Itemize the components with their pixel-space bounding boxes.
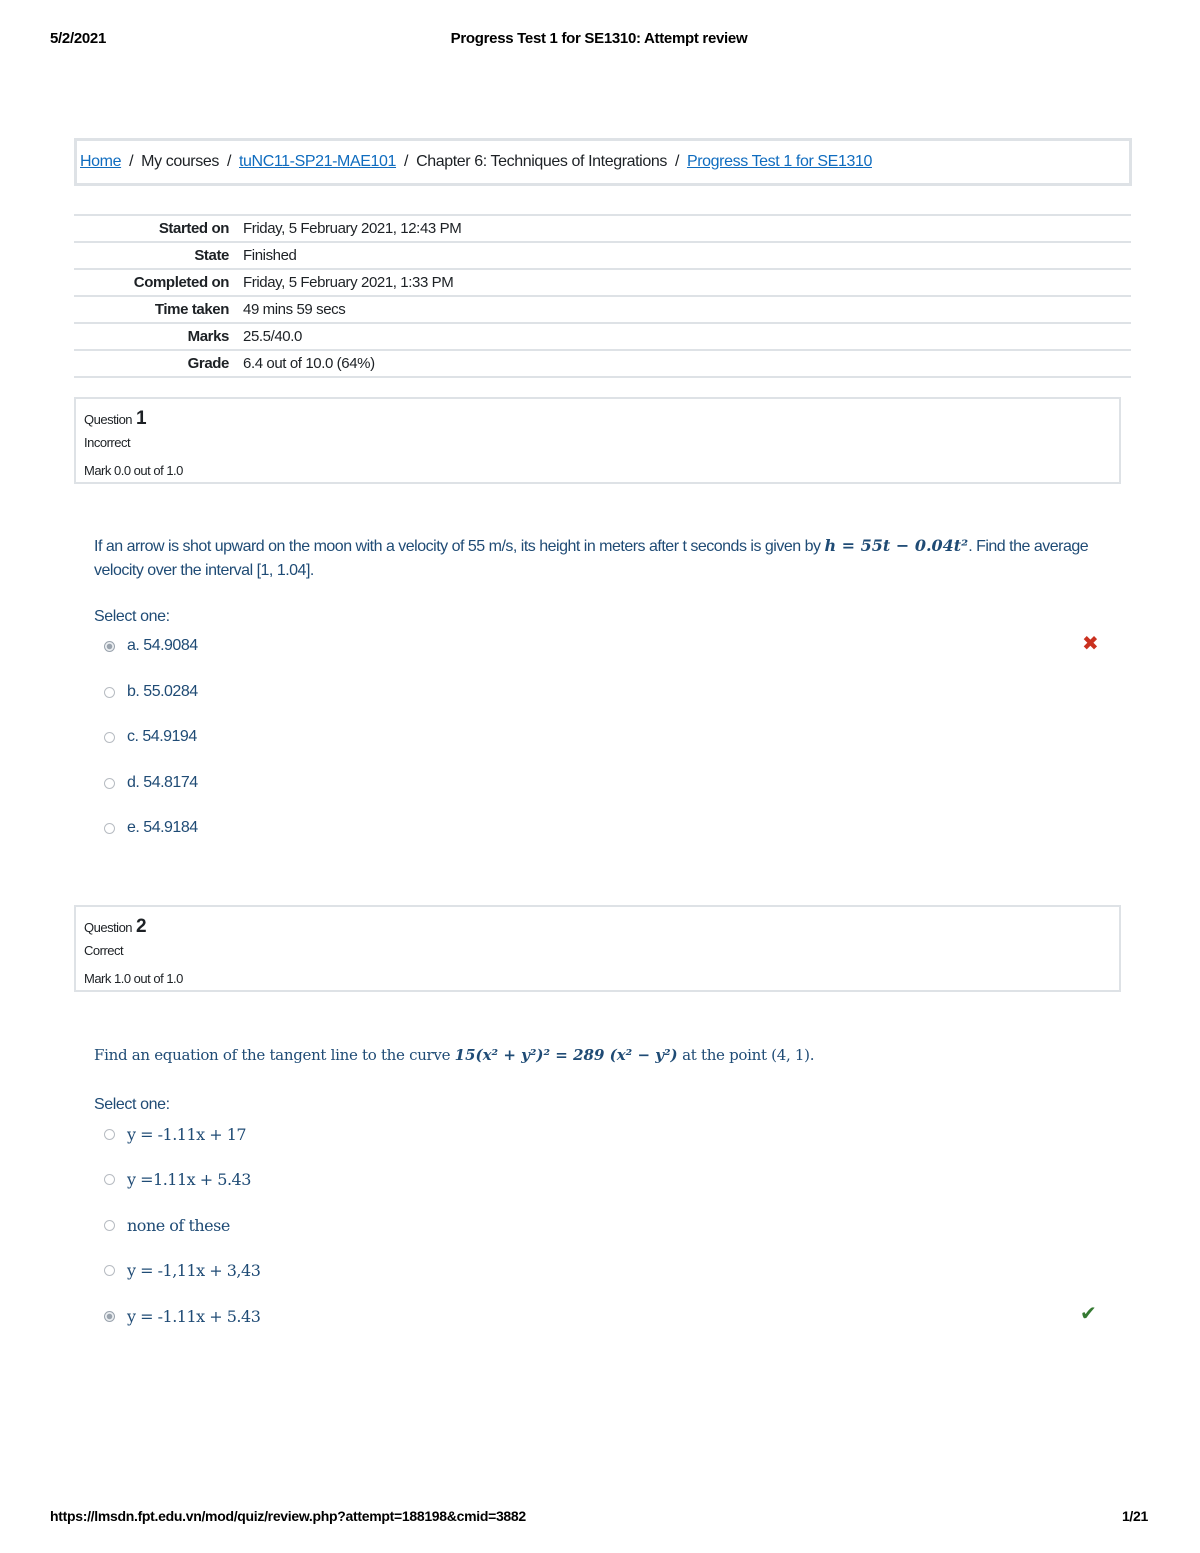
print-date: 5/2/2021 [50, 30, 106, 47]
summary-value: 49 mins 59 secs [243, 301, 346, 318]
summary-label: Marks [187, 328, 229, 345]
option-label: d. 54.8174 [127, 774, 198, 791]
radio-button[interactable] [104, 1311, 115, 1322]
question-1-option-e[interactable] [104, 817, 198, 839]
question-formula: 15(x² + y²)² = 289 (x² − y²) [454, 1046, 678, 1064]
question-state: Incorrect [84, 435, 131, 450]
question-2-option-e[interactable] [104, 1305, 260, 1327]
print-page-number: 1/21 [1121, 1508, 1148, 1524]
option-label: e. 54.9184 [127, 819, 198, 836]
question-1-text [94, 534, 1114, 583]
breadcrumb-my-courses: My courses [141, 153, 219, 170]
question-formula: h = 55t − 0.04t² [824, 536, 969, 555]
breadcrumb-separator: / [674, 153, 679, 170]
option-label: b. 55.0284 [127, 683, 198, 700]
option-label: y = -1.11x + 17 [127, 1124, 247, 1144]
summary-label: State [194, 247, 229, 264]
question-text-after: at the point (4, 1). [677, 1046, 815, 1064]
question-text-before: If an arrow is shot upward on the moon with a velocity of 55 m/s, its height in meters after t seconds is given by [94, 538, 825, 555]
question-number [84, 916, 146, 938]
radio-button[interactable] [104, 732, 115, 743]
summary-label: Time taken [154, 301, 229, 318]
summary-row-started [74, 215, 1131, 242]
question-1-prompt: Select one: [94, 608, 170, 625]
radio-button[interactable] [104, 687, 115, 698]
question-number [84, 408, 146, 430]
question-1-option-c[interactable] [104, 726, 197, 748]
summary-value: Friday, 5 February 2021, 1:33 PM [243, 274, 454, 291]
question-2-text [94, 1043, 1114, 1067]
question-label: Question [84, 412, 133, 427]
question-2-option-d[interactable] [104, 1259, 260, 1281]
question-2-prompt: Select one: [94, 1096, 170, 1113]
summary-label: Completed on [133, 274, 229, 291]
question-state: Correct [84, 943, 124, 958]
option-label: y =1.11x + 5.43 [127, 1169, 251, 1189]
print-header [50, 30, 1148, 50]
breadcrumb-home-link[interactable]: Home [80, 153, 122, 170]
option-label: y = -1.11x + 5.43 [127, 1306, 261, 1326]
radio-button[interactable] [104, 1220, 115, 1231]
breadcrumb-separator: / [404, 153, 409, 170]
summary-row-state [74, 242, 1131, 269]
breadcrumb-separator: / [226, 153, 231, 170]
summary-row-time-taken [74, 296, 1131, 323]
option-label: y = -1,11x + 3,43 [127, 1260, 261, 1280]
breadcrumb-quiz-link[interactable]: Progress Test 1 for SE1310 [686, 153, 872, 170]
summary-row-completed [74, 269, 1131, 296]
radio-button[interactable] [104, 1265, 115, 1276]
radio-button[interactable] [104, 823, 115, 834]
checkmark-icon: ✔ [1080, 1303, 1097, 1325]
summary-row-marks [74, 323, 1131, 350]
print-title: Progress Test 1 for SE1310: Attempt review [450, 30, 748, 47]
question-mark: Mark 0.0 out of 1.0 [84, 463, 183, 478]
summary-label: Grade [187, 355, 229, 372]
radio-button[interactable] [104, 1174, 115, 1185]
question-2-info [74, 905, 1121, 992]
question-1-option-b[interactable] [104, 681, 198, 703]
radio-button[interactable] [104, 778, 115, 789]
breadcrumb-chapter: Chapter 6: Techniques of Integrations [416, 153, 667, 170]
question-mark: Mark 1.0 out of 1.0 [84, 971, 183, 986]
question-number-value: 2 [136, 916, 147, 937]
question-number-value: 1 [136, 408, 147, 429]
attempt-summary-table [74, 214, 1131, 378]
print-url: https://lmsdn.fpt.edu.vn/mod/quiz/review.php?attempt=188198&cmid=3882 [50, 1508, 526, 1524]
option-label: none of these [127, 1215, 230, 1235]
radio-button[interactable] [104, 641, 115, 652]
radio-button[interactable] [104, 1129, 115, 1140]
question-2-option-c[interactable] [104, 1214, 230, 1236]
cross-icon: ✖ [1082, 633, 1099, 655]
question-1-option-d[interactable] [104, 772, 198, 794]
question-1-option-a[interactable] [104, 635, 198, 657]
question-2-option-b[interactable] [104, 1168, 251, 1190]
summary-value: Finished [243, 247, 297, 264]
summary-value: 6.4 out of 10.0 (64%) [243, 355, 375, 372]
question-text-before: Find an equation of the tangent line to the curve [94, 1046, 455, 1064]
breadcrumb-course-link[interactable]: tuNC11-SP21-MAE101 [239, 153, 397, 170]
option-label: a. 54.9084 [127, 637, 198, 654]
question-1-info [74, 397, 1121, 484]
print-footer [50, 1508, 1148, 1528]
question-text-after: . Find the average velocity over the interval [1, 1.04]. [94, 538, 1089, 579]
summary-row-grade [74, 350, 1131, 377]
breadcrumb-separator: / [129, 153, 134, 170]
question-2-option-a[interactable] [104, 1123, 246, 1145]
summary-label: Started on [158, 220, 229, 237]
option-label: c. 54.9194 [127, 728, 197, 745]
breadcrumb [74, 138, 1132, 186]
summary-value: 25.5/40.0 [243, 328, 302, 345]
question-label: Question [84, 920, 133, 935]
summary-value: Friday, 5 February 2021, 12:43 PM [243, 220, 462, 237]
